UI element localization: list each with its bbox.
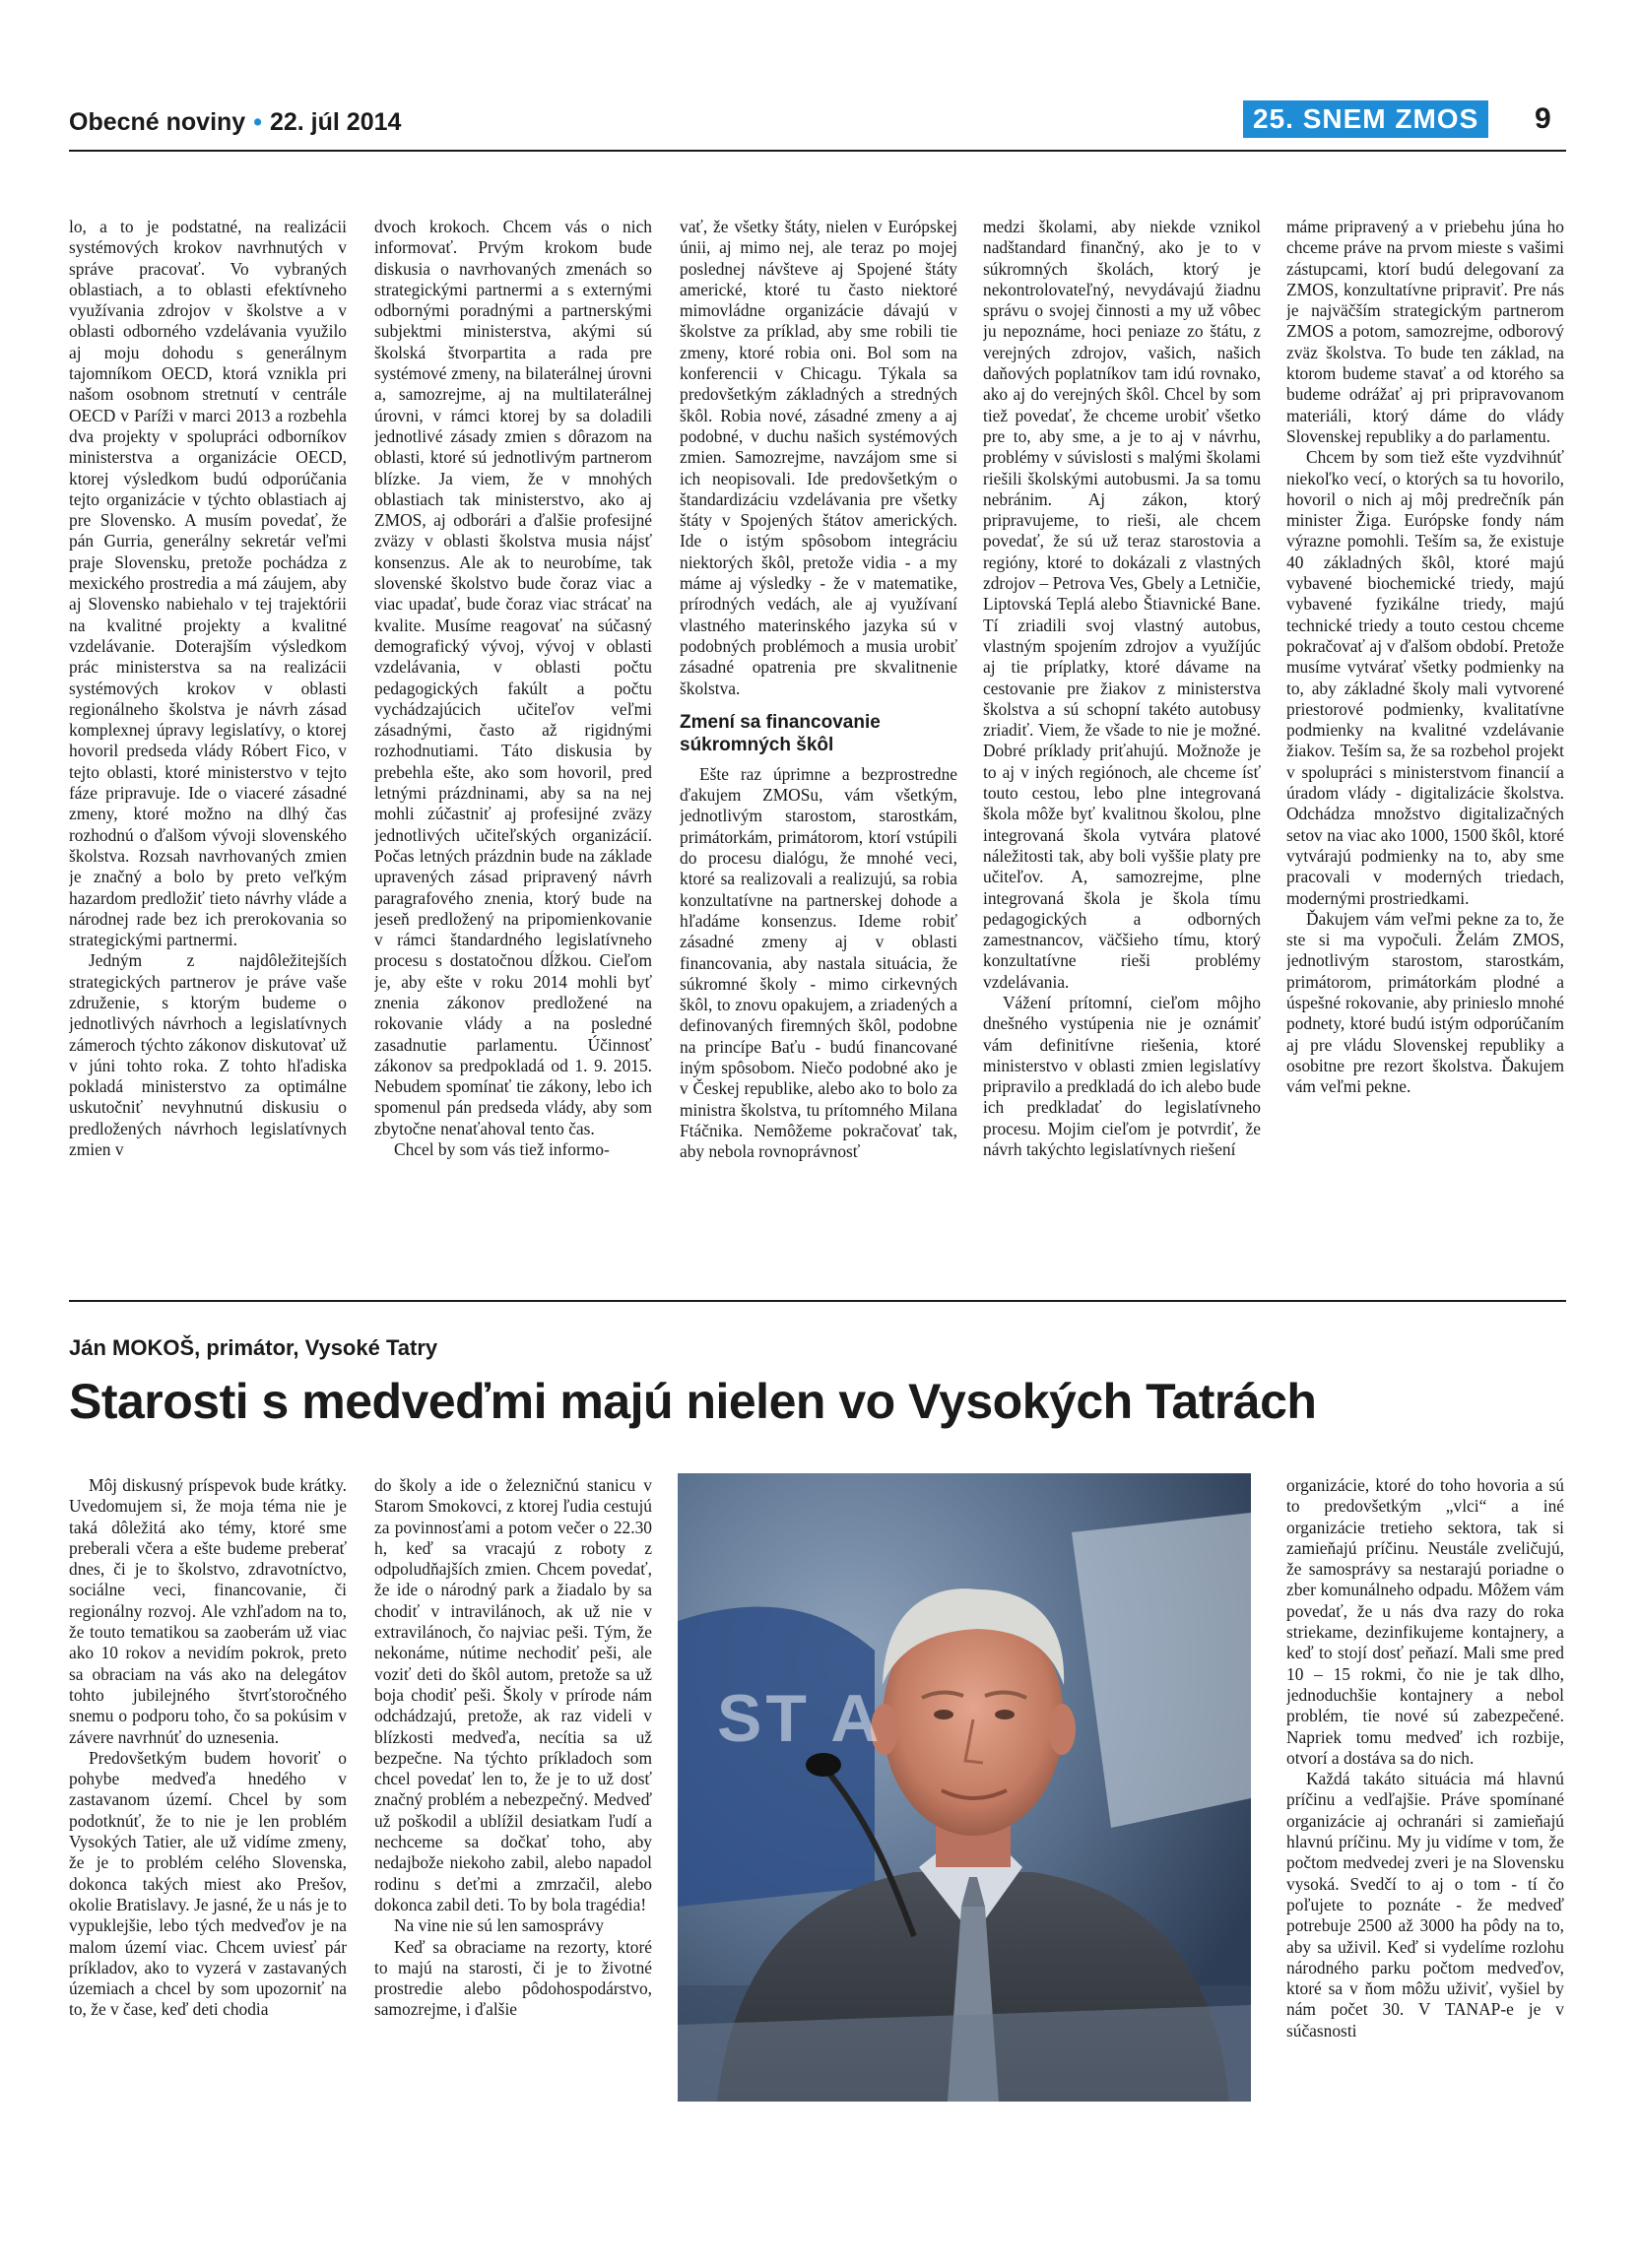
paragraph: Keď sa obraciame na rezorty, ktoré to majú na starosti, či je to životné prostredie alebo pôdohospodárstvo, samozrejme, i ďalšie bbox=[374, 1936, 652, 2020]
paragraph: Môj diskusný príspevok bude krátky. Uvedomujem si, že moja téma nie je taká dôležitá ako témy, ktoré sme preberali včera a ešte budeme preberať dnes, či je to školstvo, zdravotníctvo, sociálne veci, financovanie, či regionálny rozvoj. Ale vzhľadom na to, že touto tematikou sa zaoberám už viac ako 10 rokov a nevidím pokrok, preto sa obraciam na vás ako na delegátov tohto jubilejného štvrťstoročného snemu o podporu toho, čo sa pokúsim v závere navrhnúť do uznesenia. bbox=[69, 1475, 347, 1747]
article1-column-3 bbox=[680, 217, 957, 1295]
article2-column-1 bbox=[69, 1475, 347, 2106]
page-number: 9 bbox=[1535, 102, 1551, 135]
paragraph: Chcem by som tiež ešte vyzdvihnúť niekoľko vecí, o ktorých sa tu hovorilo, hovoril o nich aj môj predrečník pán minister Žiga. Európske fondy nám výrazne pomohli. Teším sa, že existuje 40 základných škôl, ktoré majú vybavené biochemické triedy, majú vybavené fyzikálne triedy, majú technické triedy a touto cestou chceme pokračovať aj v ďalšom období. Pretože musíme vytvárať všetky podmienky na to, aby základné školy mali vytvorené priestorové podmienky, kvalitatívne podmienky na kvalitné vzdelávanie žiakov. Teším sa, že sa rozbehol projekt v spolupráci s ministerstvom financií a úradom vlády - digitalizácie školstva. Odchádza množstvo digitalizačných setov na viac ako 1000, 1500 škôl, ktoré vytvárajú podmienky na to, aby sme pracovali v moderných triedach, modernými prostriedkami. bbox=[1286, 447, 1564, 908]
speaker-photo-illustration bbox=[678, 1473, 1251, 2102]
paragraph: do školy a ide o železničnú stanicu v Starom Smokovci, z ktorej ľudia cestujú za povinnosťami a potom večer o 22.30 h, keď sa vracajú z roboty z odpoludňajších zmien. Chcem povedať, že ide o národný park a žiadalo by sa chodiť v intravilánoch, ak už nie v extravilánoch, čo najviac peši. Tým, že nekonáme, nútime nechodiť peši, ale voziť deti do škôl autom, pretože sa už boja chodiť peši. Školy v prírode nám odchádzajú, pretože, ak raz videli v blízkosti medveďa, necítia sa už bezpečne. Na týchto príkladoch som chcel povedať len to, že je to už dosť značný problém a nebezpečný. Medveď už poškodil a ublížil desiatkam ľudí a nechceme sa dočkať toho, aby nedajbože niekoho zabil, alebo napadol rodinu s deťmi a zmrzačil, alebo dokonca zabil deti. To by bola tragédia! bbox=[374, 1475, 652, 1914]
paragraph: vať, že všetky štáty, nielen v Európskej únii, aj mimo nej, ale teraz po mojej poslednej návšteve aj Spojené štáty americké, ktoré tu často niektoré mimovládne organizácie dávajú v školstve za príklad, aby sme robili tie zmeny, ktoré robia oni. Bol som na konferencii v Chicagu. Týkala sa predovšetkým základných a stredných škôl. Robia nové, zásadné zmeny a aj podobné, v duchu našich systémových zmien. Samozrejme, navzájom sme si ich neopisovali. Ide predovšetkým o štandardizáciu vzdelávania pre všetky štáty v Spojených štátov amerických. Ide o istým spôsobom integráciu niektorých škôl, pretože vidia - a my máme aj výsledky - že v matematike, prírodných vedách, ale aj využívaní vlastného materinského jazyka sú v podobných problémoch a musia urobiť zásadné opatrenia pre skvalitnenie školstva. bbox=[680, 217, 957, 698]
separator-dot: • bbox=[253, 108, 262, 136]
article-divider bbox=[69, 1300, 1566, 1302]
paragraph: medzi školami, aby niekde vznikol nadštandard finančný, ako je to v súkromných školách, ktorý je nekontrolovateľný, nevydávajú žiadnu správu o svojej činnosti a my už vôbec ju nepoznáme, hoci peniaze zo štátu, z verejných zdrojov, vašich, našich daňových poplatníkov tam idú rovnako, ako aj do verejných škôl. Chcel by som tiež povedať, že chceme urobiť všetko pre to, aby sme, a je to aj v návrhu, problémy v súvislosti s malými školami riešili školskými autobusmi. Ja sa tomu nebránim. Aj zákon, ktorý pripravujeme, to rieši, ale chcem povedať, že sú už teraz starostovia a regióny, ktoré to dokázali z vlastných zdrojov – Petrova Ves, Gbely a Letničie, Liptovská Teplá alebo Štiavnické Bane. Tí zriadili svoj vlastný autobus, vlastným spojením zdrojov a využíjúc aj tie príplatky, ktoré dávame na cestovanie pre žiakov z ministerstva školstva a sú schopní takéto autobusy zriadiť. Viem, že všade to nie je možné. Dobré príklady priťahujú. Možnože je to aj v iných regiónoch, ale chceme ísť touto cestou, lebo plne integrovaná škola môže byť kvalitnou školou, plne integrovaná škola vytvára platové náležitosti tak, aby boli vyššie platy pre učiteľov. A, samozrejme, plne integrovaná škola je škola tímu pedagogických a odborných zamestnancov, väčšieho tímu, ktorý konzultatívne rieši problémy vzdelávania. bbox=[983, 217, 1261, 992]
article2-column-3 bbox=[1286, 1475, 1564, 2106]
article2-byline: Ján MOKOŠ, primátor, Vysoké Tatry bbox=[69, 1335, 438, 1360]
paragraph: Chcel by som vás tiež informo- bbox=[394, 1139, 610, 1160]
paragraph: Každá takáto situácia má hlavnú príčinu a vedľajšie. Práve spomínané organizácie aj ochranári si zamieňajú hlavnú príčinu. My ju vidíme v tom, že počtom medvedej zveri je na Slovensku vysoká. Svedčí to aj o tom - tí čo poľujete to poznáte - že medveď potrebuje 2500 až 3000 ha pôdy na to, aby sa uživil. Keď si vydelíme rozlohu národného parku počtom medveďov, ktoré sa v ňom môžu uživiť, vyšiel by nám počet 30. V TANAP-e je v súčasnosti bbox=[1286, 1769, 1564, 2041]
article1-column-1 bbox=[69, 217, 347, 1295]
article1-column-4 bbox=[983, 217, 1261, 1295]
paragraph: Ďakujem vám veľmi pekne za to, že ste si ma vypočuli. Želám ZMOS, jednotlivým starostom, starostkám, primátorom, primátorkám plodné a úspešné rokovanie, aby prinieslo mnohé podnety, ktoré budú istým odporúčaním aj pre vládu Slovenskej republiky a osobitne pre rezort školstva. Ďakujem vám veľmi pekne. bbox=[1286, 908, 1564, 1097]
issue-date: 22. júl 2014 bbox=[269, 108, 402, 136]
article2-column-2 bbox=[374, 1475, 652, 2106]
publication-name: Obecné noviny bbox=[69, 108, 246, 136]
paragraph: Vážení prítomní, cieľom môjho dnešného vystúpenia nie je oznámiť vám definitívne riešenia, ktoré ministerstvo v oblasti zmien legislatívy pripravilo a predkladá do ich alebo bude ich predkladať do legislatívneho procesu. Mojim cieľom je potvrdiť, že návrh takýchto legislatívnych riešení bbox=[983, 992, 1261, 1160]
paragraph: Jedným z najdôležitejších strategických partnerov je práve vaše združenie, s ktorým budeme o jednotlivých návrhoch a legislatívnych zámeroch týchto zákonov diskutovať už v júni tohto roka. Z tohto hľadiska pokladá ministerstvo za optimálne uskutočniť nevyhnutnú diskusiu o predložených návrhoch legislatívnych zmien v bbox=[69, 950, 347, 1160]
speaker-photo bbox=[678, 1473, 1251, 2102]
section-tag: 25. SNEM ZMOS bbox=[1243, 100, 1488, 138]
masthead-rule bbox=[69, 150, 1566, 152]
paragraph: organizácie, ktoré do toho hovoria a sú to predovšetkým „vlci“ a iné organizácie tretieho sektora, tak si zamieňajú príčinu. Neustále zveličujú, že samosprávy sa nestarajú poriadne o zber komunálneho odpadu. Môžem vám povedať, že u nás dva razy do roka striekame, dezinfikujeme kontajnery, a keď to stojí dosť peňazí. Mali sme pred 10 – 15 rokmi, čo nie je tak dlho, jednoduchšie kontajnery a nebol problém, tie nové sú zabezpečené. Napriek tomu medveď ich rozbije, otvorí a dostáva sa do nich. bbox=[1286, 1475, 1564, 1768]
paragraph: Na vine nie sú len samosprávy bbox=[394, 1915, 604, 1936]
banner-lettering: ST A bbox=[717, 1681, 884, 1756]
paragraph: Ešte raz úprimne a bezprostredne ďakujem ZMOSu, vám všetkým, jednotlivým starostom, starostkám, primátorkám, primátorom, ktorí vstúpili do procesu dialógu, že mnohé veci, ktoré sa realizovali a realizujú, sa robia konzultatívne na partnerskej dohode a hľadáme konsenzus. Ideme robiť zásadné zmeny aj v oblasti financovania, aby nastala situácia, že súkromné školy - mimo cirkevných škôl, to znovu opakujem, a zriadených a definovaných firemných škôl, podobne na princípe Baťu - budú financované iným spôsobom. Niečo podobné ako je v Českej republike, alebo ako to bolo za ministra školstva, tu prítomného Milana Ftáčnika. Nemôžeme pokračovať tak, aby nebola rovnoprávnosť bbox=[680, 763, 957, 1162]
article2-headline: Starosti s medveďmi majú nielen vo Vysokých Tatrách bbox=[69, 1374, 1317, 1429]
article1-column-5 bbox=[1286, 217, 1564, 1295]
masthead bbox=[69, 98, 1566, 148]
subheading: Zmení sa financovanie súkromných škôl bbox=[680, 711, 881, 755]
paragraph: máme pripravený a v priebehu júna ho chceme práve na prvom mieste s vašimi zástupcami, ktorí budú delegovaní za ZMOS, konzultatívne pripraviť. Pre nás je najväčším strategickým partnerom ZMOS a potom, samozrejme, odborový zväz školstva. To bude ten základ, na ktorom budeme stavať a od ktorého sa budeme odrážať aj pri pripravovanom materiáli, ktorý dáme do vlády Slovenskej republiky a do parlamentu. bbox=[1286, 217, 1564, 446]
article1-column-2 bbox=[374, 217, 652, 1295]
paragraph: lo, a to je podstatné, na realizácii systémových krokov navrhnutých v správe pracovať. Vo vybraných oblastiach, a to oblasti efektívneho využívania zdrojov v školstve a v oblasti odborného vzdelávania využilo aj moju dohodu s generálnym tajomníkom OECD, ktorá vznikla pri našom osobnom stretnutí v centrále OECD v Paríži v marci 2013 a rozbehla dva projekty v spolupráci odborníkov ministerstva a organizácie OECD, ktorej výsledkom budú odporúčania tejto organizácie v týchto oblastiach aj pre Slovensko. A musím povedať, že pán Gurria, generálny sekretár veľmi praje Slovensku, pretože pochádza z mexického prostredia a má záujem, aby aj Slovensko nabiehalo v tej trajektórii na kvalitné projekty a kvalitné vzdelávanie. Doterajším výsledkom prác ministerstva sa na realizácii systémových krokov v oblasti regionálneho školstva je návrh zásad komplexnej úpravy legislatívy, o ktorej hovoril predseda vlády Róbert Fico, v tejto oblasti, ktoré ministerstvo v tejto fáze pripravuje. Ide o viaceré zásadné zmeny, ktoré možno na dlhý čas rozhodnú o ďalšom vývoji slovenského školstva. Rozsah navrhovaných zmien je značný a bolo by preto veľkým hazardom predložiť tieto návrhy vláde a národnej rade bez ich prerokovania so strategickými partnermi. bbox=[69, 217, 347, 950]
paragraph: dvoch krokoch. Chcem vás o nich informovať. Prvým krokom bude diskusia o navrhovaných zmenách so strategickými partnermi a s externými odbornými poradnými a partnerskými subjektmi ministerstva, akými sú školská štvorpartita a rada pre systémové zmeny, na bilaterálnej úrovni a, samozrejme, aj na multilaterálnej úrovni, v rámci ktorej by sa doladili jednotlivé zásady zmien s dôrazom na oblasti, ktoré sú jednotlivým partnerom blízke. Ja viem, že v mnohých oblastiach tak ministerstvo, ako aj ZMOS, aj odborári a ďalšie profesijné zväzy v oblasti školstva musia nájsť konsenzus. Ale ak to neurobíme, tak slovenské školstvo bude čoraz viac a viac upadať, bude čoraz viac strácať na kvalite. Musíme reagovať na súčasný demografický vývoj, vývoj v oblasti vzdelávania, v oblasti počtu pedagogických fakúlt a počtu vychádzajúcich učiteľov veľmi zásadnými, často až rigidnými rozhodnutiami. Táto diskusia by prebehla ešte, ako som hovoril, pred letnými prázdninami, aby sa na nej mohli zúčastniť aj profesijné zväzy jednotlivých učiteľských organizácií. Počas letných prázdnin bude na základe upravených zásad pripravený návrh paragrafového znenia, ktorý bude na jeseň predložený na pripomienkovanie v rámci štandardného legislatívneho procesu s dostatočnou dĺžkou. Cieľom je, aby ešte v roku 2014 mohli byť znenia zákonov predložené na rokovanie vlády a na posledné zasadnutie parlamentu. Účinnosť zákonov sa predpokladá od 1. 9. 2015. Nebudem spomínať tie zákony, lebo ich spomenul pán predseda vlády, aby som zbytočne nenaťahoval tento čas. bbox=[374, 217, 652, 1138]
paragraph: Predovšetkým budem hovoriť o pohybe medveďa hnedého v zastavanom území. Chcel by som podotknúť, že to nie je len problém Vysokých Tatier, ale už vidíme zmeny, že je to problém celého Slovenska, dokonca takých miest ako Prešov, okolie Bratislavy. Je jasné, že u nás je to vypuklejšie, lebo tých medveďov je na malom území viac. Chcem uviesť pár príkladov, ako to vyzerá v zastavaných územiach a chcel by som upozorniť na to, že v čase, keď deti chodia bbox=[69, 1747, 347, 2020]
publication-line bbox=[69, 108, 401, 137]
